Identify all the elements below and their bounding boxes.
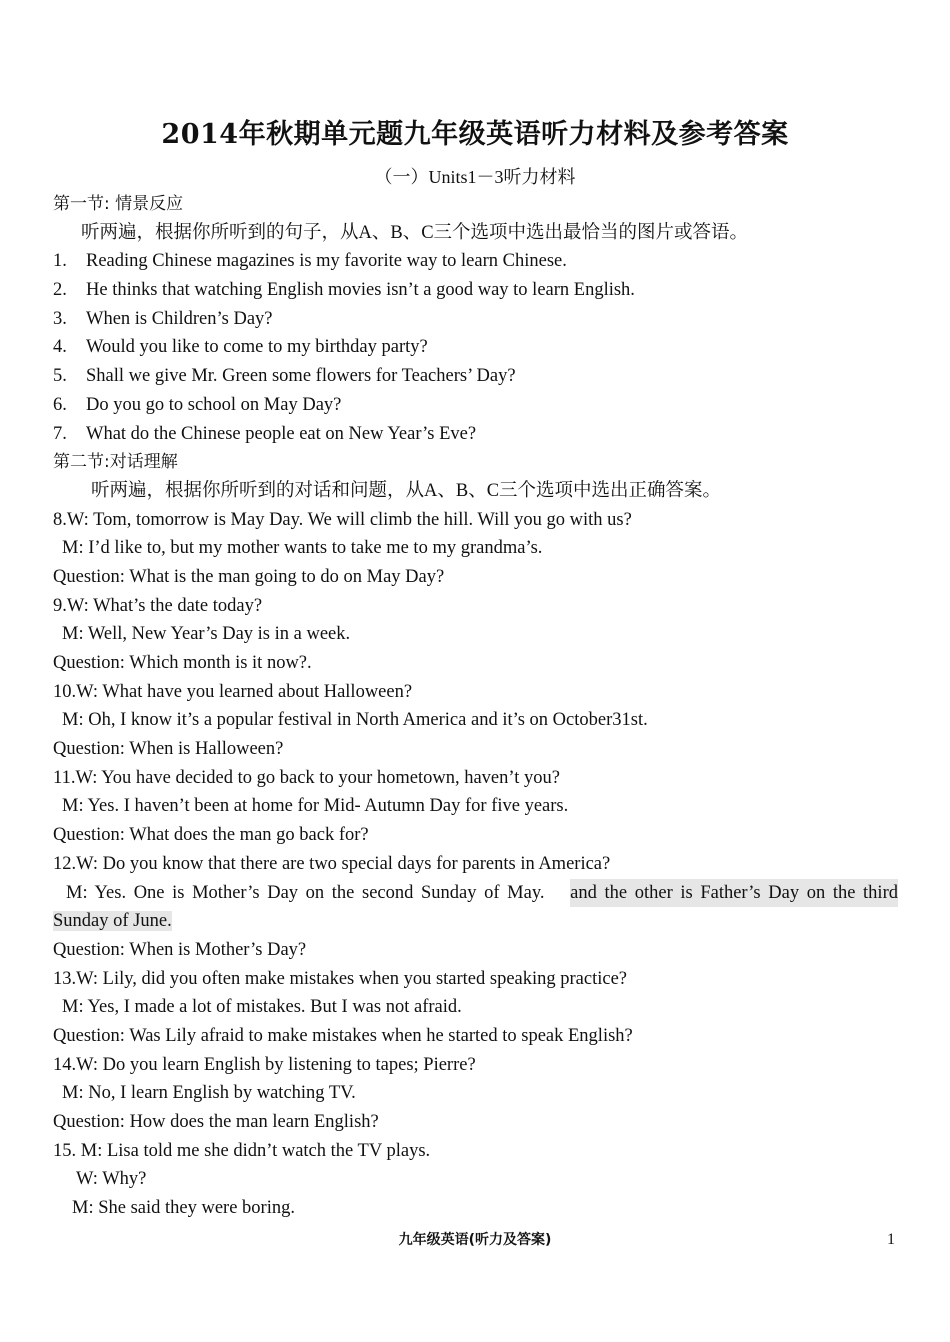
question-line: Question: Was Lily afraid to make mistakes when he started to speak English? <box>53 1025 633 1046</box>
list-item <box>53 247 898 276</box>
list-item <box>53 391 898 420</box>
item-number: 5. <box>53 366 67 387</box>
dialogue-line: M: Yes, I made a lot of mistakes. But I was not afraid. <box>62 997 462 1018</box>
item-number: 2. <box>53 280 67 301</box>
item-number: 1. <box>53 251 67 272</box>
dialogue-line: M: No, I learn English by watching TV. <box>62 1083 356 1104</box>
page-footer: 九年级英语(听力及答案) <box>398 1232 552 1248</box>
dialogue-line <box>53 907 898 936</box>
list-item <box>53 305 898 334</box>
item-number: 6. <box>53 394 67 415</box>
dialogue-line: M: Yes. I haven’t been at home for Mid- Autumn Day for five years. <box>62 796 569 817</box>
dialogue-line: 11.W: You have decided to go back to your hometown, haven’t you? <box>53 767 560 788</box>
item-text: Would you like to come to my birthday party? <box>86 337 428 358</box>
item-text: He thinks that watching English movies isn’t a good way to learn English. <box>86 280 635 301</box>
question-line: Question: When is Mother’s Day? <box>53 939 307 960</box>
dialogue-line: 14.W: Do you learn English by listening to tapes; Pierre? <box>53 1054 476 1075</box>
dialogue-line: 9.W: What’s the date today? <box>53 595 263 616</box>
dialogue-line: M: She said they were boring. <box>72 1198 295 1219</box>
section-instruction: 听两遍，根据你所听到的句子，从A、B、C三个选项中选出最恰当的图片或答语。 <box>81 222 749 243</box>
list-item <box>53 276 898 305</box>
section-heading: 第二节:对话理解 <box>53 452 178 473</box>
section-heading: 第一节: 情景反应 <box>53 194 184 214</box>
document-body <box>53 190 898 1223</box>
dialogue-line: M: Well, New Year’s Day is in a week. <box>62 624 351 645</box>
dialogue-line: 8.W: Tom, tomorrow is May Day. We will climb the hill. Will you go with us? <box>53 509 632 530</box>
item-text: What do the Chinese people eat on New Year’s Eve? <box>86 423 477 444</box>
dialogue-line: 15. M: Lisa told me she didn’t watch the TV plays. <box>53 1140 431 1161</box>
highlighted-text: Sunday of June. <box>53 911 172 932</box>
dialogue-line: M: Oh, I know it’s a popular festival in North America and it’s on October31st. <box>62 710 648 731</box>
dialogue-text: M: Yes. One is Mother’s Day on the second Sunday of May. <box>66 882 545 903</box>
item-text: When is Children’s Day? <box>86 308 273 329</box>
question-line: Question: How does the man learn English? <box>53 1112 379 1132</box>
dialogue-line: 10.W: What have you learned about Halloween? <box>53 681 413 702</box>
list-item <box>53 420 898 449</box>
page-number: 1 <box>887 1231 895 1248</box>
document-subtitle: （一）Units1－3听力材料 <box>374 167 576 187</box>
list-item <box>53 333 898 362</box>
item-number: 4. <box>53 337 67 358</box>
list-item <box>53 362 898 391</box>
section-instruction: 听两遍，根据你所听到的对话和问题，从A、B、C三个选项中选出正确答案。 <box>91 480 722 501</box>
question-line: Question: What is the man going to do on May Day? <box>53 566 445 587</box>
question-line: Question: Which month is it now?. <box>53 653 312 673</box>
question-line: Question: When is Halloween? <box>53 739 284 760</box>
dialogue-line: W: Why? <box>76 1169 147 1190</box>
item-text: Reading Chinese magazines is my favorite way to learn Chinese. <box>86 251 567 272</box>
highlighted-text: and the other is Father’s Day on the third <box>570 879 898 908</box>
question-line: Question: What does the man go back for? <box>53 825 369 846</box>
dialogue-line <box>53 879 898 908</box>
item-text: Do you go to school on May Day? <box>86 394 342 415</box>
item-number: 7. <box>53 423 67 444</box>
dialogue-line: 12.W: Do you know that there are two special days for parents in America? <box>53 853 611 874</box>
dialogue-line: 13.W: Lily, did you often make mistakes when you started speaking practice? <box>53 968 628 989</box>
dialogue-line: M: I’d like to, but my mother wants to take me to my grandma’s. <box>62 538 543 559</box>
item-text: Shall we give Mr. Green some flowers for Teachers’ Day? <box>86 366 516 387</box>
document-title: 2014年秋期单元题九年级英语听力材料及参考答案 <box>161 119 789 150</box>
item-number: 3. <box>53 308 67 329</box>
